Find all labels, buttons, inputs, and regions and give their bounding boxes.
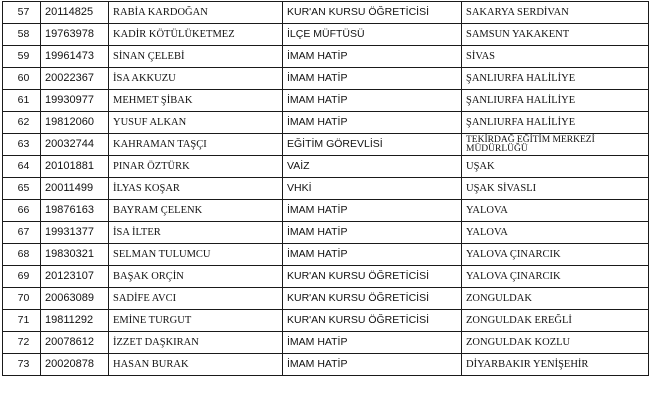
job-title-cell: İMAM HATİP <box>283 332 462 354</box>
full-name-cell: İZZET DAŞKIRAN <box>109 332 283 354</box>
row-number-cell: 67 <box>3 222 41 244</box>
job-title-cell: İMAM HATİP <box>283 200 462 222</box>
location-cell: DİYARBAKIR YENİŞEHİR <box>462 354 649 376</box>
id-number-cell: 20123107 <box>41 266 109 288</box>
table-row <box>3 2 649 24</box>
job-title-cell: KUR'AN KURSU ÖĞRETİCİSİ <box>283 310 462 332</box>
full-name-cell: KADİR KÖTÜLÜKETMEZ <box>109 24 283 46</box>
location-cell: SAMSUN YAKAKENT <box>462 24 649 46</box>
job-title-cell: VHKİ <box>283 178 462 200</box>
job-title-cell: İMAM HATİP <box>283 354 462 376</box>
row-number-cell: 73 <box>3 354 41 376</box>
table-row <box>3 134 649 156</box>
id-number-cell: 19812060 <box>41 112 109 134</box>
location-cell: YALOVA ÇINARCIK <box>462 244 649 266</box>
table-row <box>3 24 649 46</box>
row-number-cell: 57 <box>3 2 41 24</box>
full-name-cell: SADİFE AVCI <box>109 288 283 310</box>
row-number-cell: 71 <box>3 310 41 332</box>
row-number-cell: 62 <box>3 112 41 134</box>
location-cell: YALOVA <box>462 222 649 244</box>
row-number-cell: 65 <box>3 178 41 200</box>
job-title-cell: İMAM HATİP <box>283 46 462 68</box>
table-row <box>3 90 649 112</box>
job-title-cell: İMAM HATİP <box>283 112 462 134</box>
full-name-cell: SELMAN TULUMCU <box>109 244 283 266</box>
row-number-cell: 68 <box>3 244 41 266</box>
row-number-cell: 63 <box>3 134 41 156</box>
job-title-cell: VAİZ <box>283 156 462 178</box>
id-number-cell: 20078612 <box>41 332 109 354</box>
row-number-cell: 72 <box>3 332 41 354</box>
table-row <box>3 332 649 354</box>
full-name-cell: KAHRAMAN TAŞÇI <box>109 134 283 156</box>
id-number-cell: 19763978 <box>41 24 109 46</box>
row-number-cell: 64 <box>3 156 41 178</box>
id-number-cell: 19830321 <box>41 244 109 266</box>
table-row <box>3 310 649 332</box>
table-row <box>3 288 649 310</box>
job-title-cell: EĞİTİM GÖREVLİSİ <box>283 134 462 156</box>
personnel-table-body <box>3 2 649 376</box>
id-number-cell: 19811292 <box>41 310 109 332</box>
id-number-cell: 20032744 <box>41 134 109 156</box>
location-cell: UŞAK SİVASLI <box>462 178 649 200</box>
table-row <box>3 68 649 90</box>
job-title-cell: İMAM HATİP <box>283 244 462 266</box>
row-number-cell: 69 <box>3 266 41 288</box>
table-row <box>3 46 649 68</box>
location-cell: ZONGULDAK <box>462 288 649 310</box>
location-cell: ZONGULDAK EREĞLİ <box>462 310 649 332</box>
table-row <box>3 200 649 222</box>
job-title-cell: KUR'AN KURSU ÖĞRETİCİSİ <box>283 2 462 24</box>
table-row <box>3 244 649 266</box>
row-number-cell: 58 <box>3 24 41 46</box>
full-name-cell: MEHMET ŞİBAK <box>109 90 283 112</box>
row-number-cell: 61 <box>3 90 41 112</box>
full-name-cell: SİNAN ÇELEBİ <box>109 46 283 68</box>
id-number-cell: 19961473 <box>41 46 109 68</box>
location-cell: TEKİRDAĞ EĞİTİM MERKEZİ MÜDÜRLÜĞÜ <box>462 134 649 156</box>
personnel-table <box>2 1 649 376</box>
job-title-cell: KUR'AN KURSU ÖĞRETİCİSİ <box>283 288 462 310</box>
full-name-cell: İSA İLTER <box>109 222 283 244</box>
table-row <box>3 222 649 244</box>
row-number-cell: 59 <box>3 46 41 68</box>
location-cell: SİVAS <box>462 46 649 68</box>
row-number-cell: 66 <box>3 200 41 222</box>
job-title-cell: İLÇE MÜFTÜSÜ <box>283 24 462 46</box>
job-title-cell: KUR'AN KURSU ÖĞRETİCİSİ <box>283 266 462 288</box>
location-cell: ZONGULDAK KOZLU <box>462 332 649 354</box>
full-name-cell: PINAR ÖZTÜRK <box>109 156 283 178</box>
row-number-cell: 70 <box>3 288 41 310</box>
table-row <box>3 156 649 178</box>
location-cell: ŞANLIURFA HALİLİYE <box>462 112 649 134</box>
location-cell: ŞANLIURFA HALİLİYE <box>462 68 649 90</box>
id-number-cell: 20114825 <box>41 2 109 24</box>
full-name-cell: BAŞAK ORÇİN <box>109 266 283 288</box>
table-row <box>3 178 649 200</box>
id-number-cell: 20063089 <box>41 288 109 310</box>
full-name-cell: BAYRAM ÇELENK <box>109 200 283 222</box>
location-cell: YALOVA <box>462 200 649 222</box>
id-number-cell: 19876163 <box>41 200 109 222</box>
id-number-cell: 19930977 <box>41 90 109 112</box>
id-number-cell: 20011499 <box>41 178 109 200</box>
full-name-cell: HASAN BURAK <box>109 354 283 376</box>
id-number-cell: 20101881 <box>41 156 109 178</box>
location-cell: UŞAK <box>462 156 649 178</box>
location-cell: SAKARYA SERDİVAN <box>462 2 649 24</box>
location-cell: ŞANLIURFA HALİLİYE <box>462 90 649 112</box>
row-number-cell: 60 <box>3 68 41 90</box>
full-name-cell: YUSUF ALKAN <box>109 112 283 134</box>
full-name-cell: İLYAS KOŞAR <box>109 178 283 200</box>
job-title-cell: İMAM HATİP <box>283 90 462 112</box>
full-name-cell: İSA AKKUZU <box>109 68 283 90</box>
table-row <box>3 266 649 288</box>
job-title-cell: İMAM HATİP <box>283 222 462 244</box>
id-number-cell: 20020878 <box>41 354 109 376</box>
table-row <box>3 354 649 376</box>
table-row <box>3 112 649 134</box>
id-number-cell: 19931377 <box>41 222 109 244</box>
job-title-cell: İMAM HATİP <box>283 68 462 90</box>
id-number-cell: 20022367 <box>41 68 109 90</box>
location-cell: YALOVA ÇINARCIK <box>462 266 649 288</box>
full-name-cell: EMİNE TURGUT <box>109 310 283 332</box>
full-name-cell: RABİA KARDOĞAN <box>109 2 283 24</box>
